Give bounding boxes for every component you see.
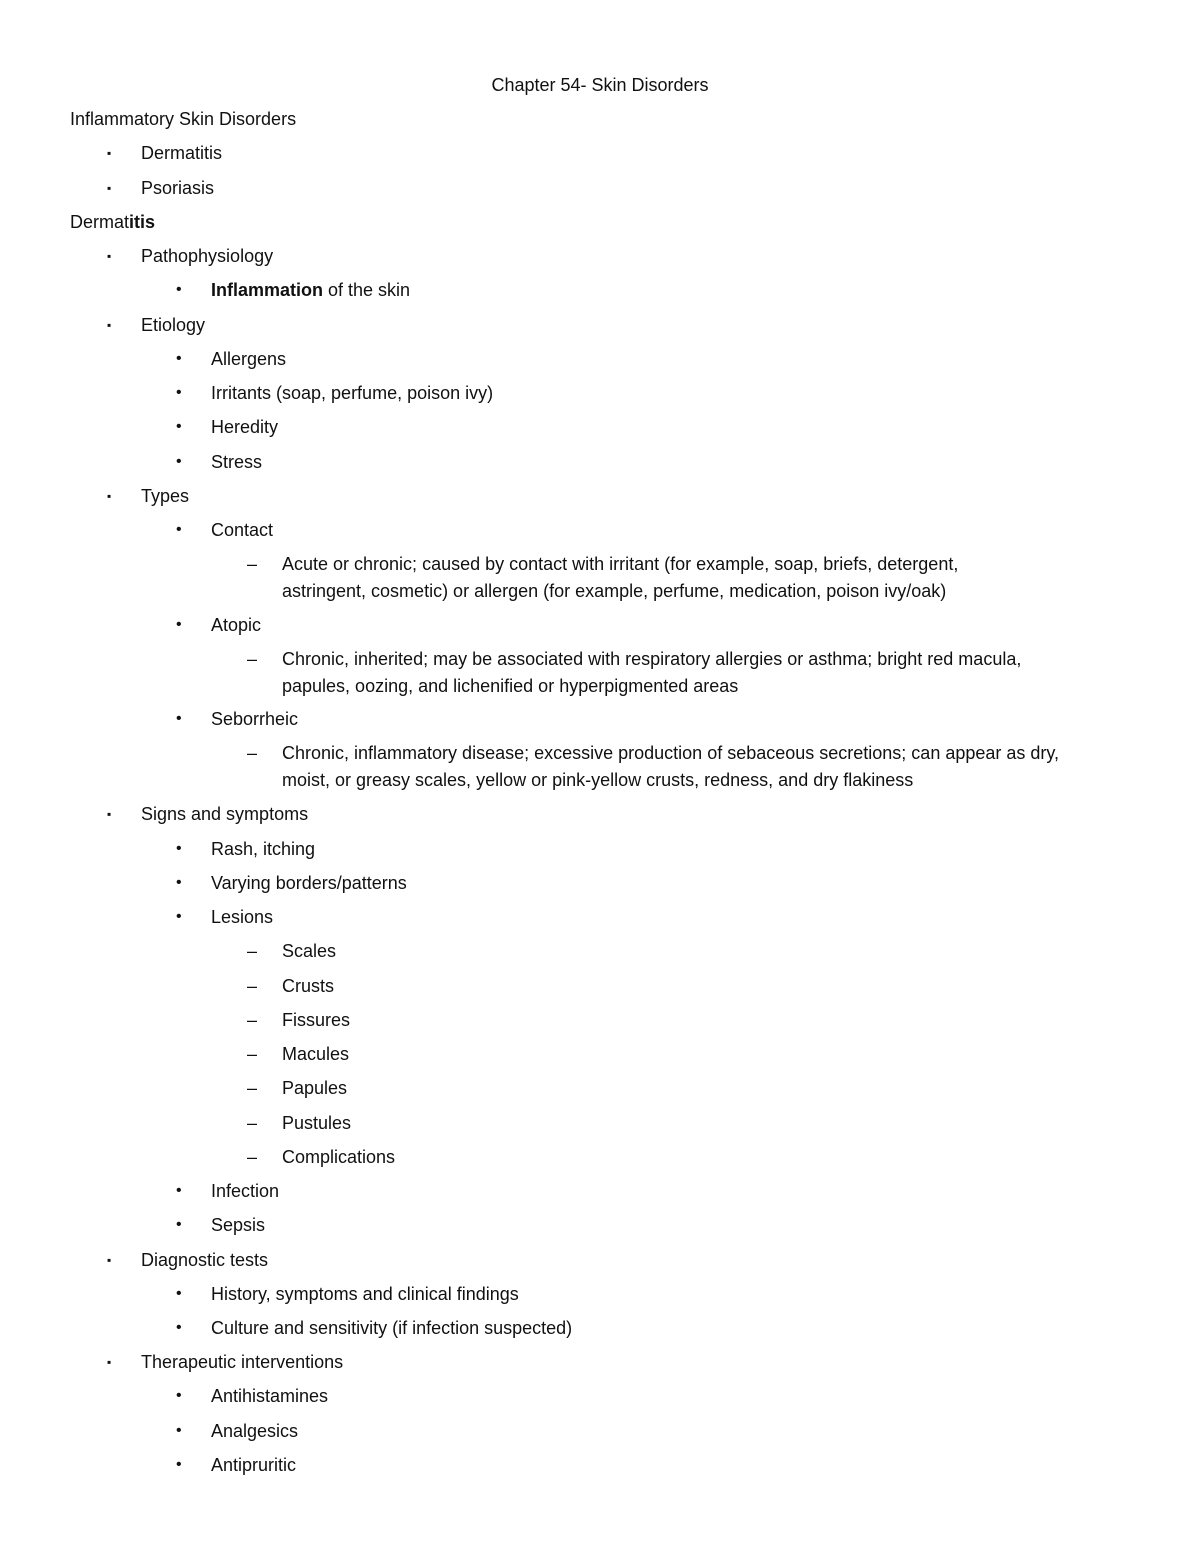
round-bullet-icon: • [176, 418, 182, 435]
list-item: Irritants (soap, perfume, poison ivy) [211, 383, 494, 403]
description-line: astringent, cosmetic) or allergen (for example, perfume, medication, poison ivy/oak) [282, 581, 947, 601]
square-bullet-icon: ▪ [107, 1355, 112, 1369]
dash-bullet-icon: – [247, 1010, 258, 1030]
list-item: Fissures [282, 1010, 351, 1030]
dash-bullet-icon: – [247, 649, 258, 669]
square-bullet-icon: ▪ [107, 249, 112, 263]
round-bullet-icon: • [176, 453, 182, 470]
list-item: Scales [282, 941, 337, 961]
list-item: Dermatitis [141, 143, 223, 163]
list-item-therapeutic: Therapeutic interventions [141, 1352, 344, 1372]
round-bullet-icon: • [176, 1422, 182, 1439]
round-bullet-icon: • [176, 908, 182, 925]
list-item: Antipruritic [211, 1455, 297, 1475]
description-line: Chronic, inherited; may be associated with respiratory allergies or asthma; bright red macula, [282, 649, 1022, 669]
square-bullet-icon: ▪ [107, 807, 112, 821]
round-bullet-icon: • [176, 1216, 182, 1233]
square-bullet-icon: ▪ [107, 181, 112, 195]
list-item-seborrheic: Seborrheic [211, 709, 299, 729]
round-bullet-icon: • [176, 1285, 182, 1302]
list-item [211, 279, 410, 301]
page-title: Chapter 54- Skin Disorders [491, 75, 709, 95]
body-text: of the skin [323, 280, 411, 300]
heading-part: Dermat [70, 212, 130, 232]
dash-bullet-icon: – [247, 1113, 258, 1133]
square-bullet-icon: ▪ [107, 146, 112, 160]
heading-part-bold: itis [129, 212, 156, 232]
dash-bullet-icon: – [247, 941, 258, 961]
list-item: Psoriasis [141, 178, 215, 198]
list-item-pathophysiology: Pathophysiology [141, 246, 274, 266]
list-item-types: Types [141, 486, 190, 506]
list-item: Antihistamines [211, 1386, 329, 1406]
list-item: Stress [211, 452, 263, 472]
list-item: Pustules [282, 1113, 352, 1133]
list-item-diagnostic: Diagnostic tests [141, 1250, 269, 1270]
dash-bullet-icon: – [247, 1078, 258, 1098]
list-item-contact: Contact [211, 520, 274, 540]
list-item: Rash, itching [211, 839, 316, 859]
list-item-lesions: Lesions [211, 907, 274, 927]
dash-bullet-icon: – [247, 1044, 258, 1064]
list-item: Culture and sensitivity (if infection suspected) [211, 1318, 573, 1338]
round-bullet-icon: • [176, 350, 182, 367]
round-bullet-icon: • [176, 1456, 182, 1473]
list-item-signs: Signs and symptoms [141, 804, 309, 824]
round-bullet-icon: • [176, 840, 182, 857]
round-bullet-icon: • [176, 521, 182, 538]
dash-bullet-icon: – [247, 554, 258, 574]
dash-bullet-icon: – [247, 976, 258, 996]
list-item: History, symptoms and clinical findings [211, 1284, 519, 1304]
list-item: Sepsis [211, 1215, 266, 1235]
dash-bullet-icon: – [247, 1147, 258, 1167]
description-line: papules, oozing, and lichenified or hyperpigmented areas [282, 676, 739, 696]
square-bullet-icon: ▪ [107, 489, 112, 503]
round-bullet-icon: • [176, 710, 182, 727]
round-bullet-icon: • [176, 1182, 182, 1199]
list-item: Analgesics [211, 1421, 299, 1441]
list-item: Heredity [211, 417, 279, 437]
round-bullet-icon: • [176, 384, 182, 401]
round-bullet-icon: • [176, 1387, 182, 1404]
list-item: Crusts [282, 976, 335, 996]
round-bullet-icon: • [176, 281, 182, 298]
description-line: Acute or chronic; caused by contact with irritant (for example, soap, briefs, detergent, [282, 554, 959, 574]
list-item: Macules [282, 1044, 350, 1064]
section-heading-inflammatory: Inflammatory Skin Disorders [70, 109, 297, 129]
list-item: Varying borders/patterns [211, 873, 407, 893]
list-item: Complications [282, 1147, 396, 1167]
round-bullet-icon: • [176, 874, 182, 891]
list-item: Infection [211, 1181, 280, 1201]
list-item: Allergens [211, 349, 287, 369]
dash-bullet-icon: – [247, 743, 258, 763]
list-item-atopic: Atopic [211, 615, 262, 635]
round-bullet-icon: • [176, 616, 182, 633]
round-bullet-icon: • [176, 1319, 182, 1336]
square-bullet-icon: ▪ [107, 1253, 112, 1267]
list-item-etiology: Etiology [141, 315, 206, 335]
square-bullet-icon: ▪ [107, 318, 112, 332]
list-item: Papules [282, 1078, 348, 1098]
emphasis-text: Inflammation [211, 280, 324, 300]
description-line: moist, or greasy scales, yellow or pink-yellow crusts, redness, and dry flakiness [282, 770, 914, 790]
section-heading-dermatitis [70, 211, 155, 233]
description-line: Chronic, inflammatory disease; excessive production of sebaceous secretions; can appear as dry, [282, 743, 1060, 763]
